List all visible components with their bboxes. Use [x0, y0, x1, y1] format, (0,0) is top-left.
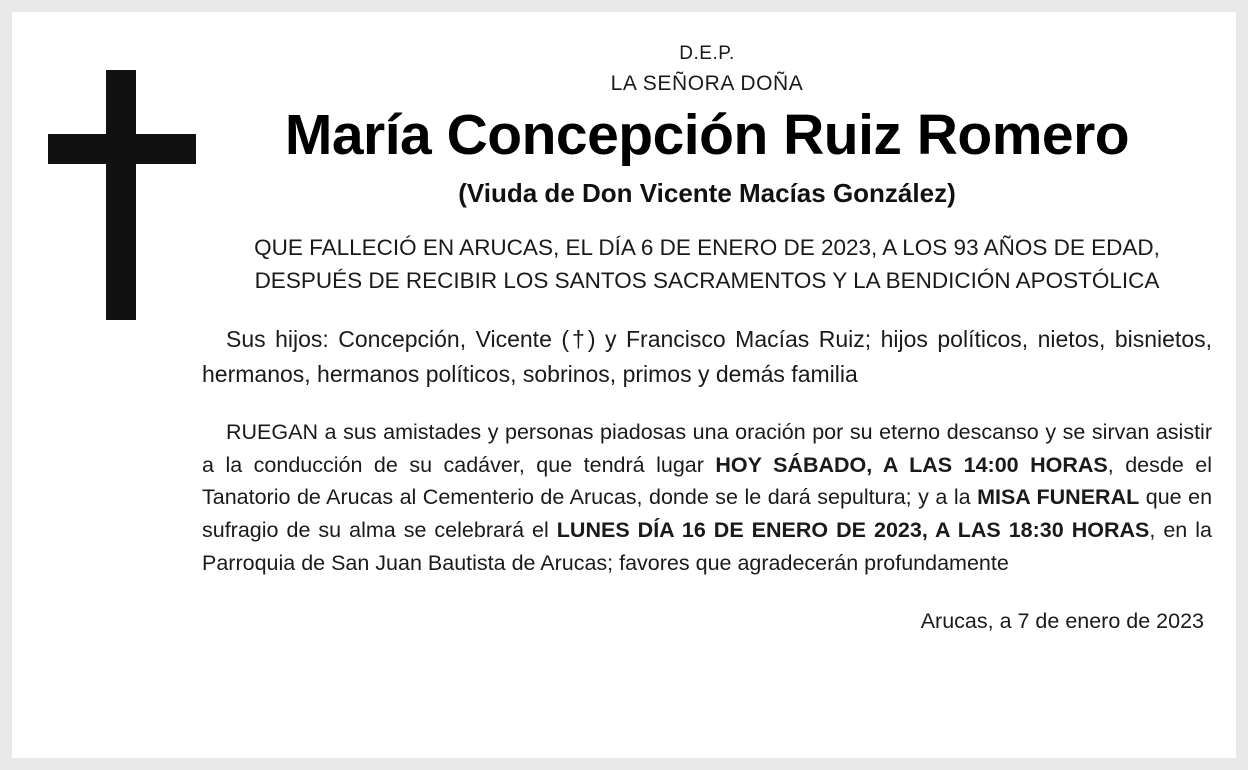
honorific-label: LA SEÑORA DOÑA	[610, 71, 804, 95]
plea-part-2: , desde el Tanatorio de Arucas al Cementerio de Arucas, donde se le dará sepultura; y a la	[202, 452, 1213, 510]
obituary-notice	[12, 12, 1236, 758]
plea-bold-mass-datetime: LUNES DÍA 16 DE ENERO DE 2023, A LAS 18:30 HORAS	[556, 518, 1150, 543]
plea-part-3: que en sufragio de su alma se celebrará el	[202, 485, 1213, 543]
cross-vertical-bar	[106, 70, 136, 320]
widow-of-line: (Viuda de Don Vicente Macías González)	[458, 177, 956, 208]
cross-icon	[34, 40, 194, 320]
deceased-name: María Concepción Ruiz Romero	[284, 102, 1130, 167]
cross-horizontal-bar	[48, 134, 196, 164]
dep-label: D.E.P.	[679, 43, 735, 64]
family-statement: Sus hijos: Concepción, Vicente (†) y Francisco Macías Ruiz; hijos políticos, nietos, bisnietos, hermanos, hermanos políticos, sobrinos, primos y demás familia	[202, 326, 1212, 388]
plea-part-4: , en la Parroquia de San Juan Bautista de Arucas; favores que agradecerán profundamente	[202, 518, 1212, 575]
notice-content	[202, 40, 1212, 634]
plea-bold-conduction-time: HOY SÁBADO, A LAS 14:00 HORAS	[715, 452, 1108, 477]
funeral-plea	[202, 416, 1212, 579]
plea-part-1: RUEGAN a sus amistades y personas piadosas una oración por su eterno descanso y se sirvan asistir a la conducción de su cadáver, que tendrá lugar	[202, 420, 1212, 477]
death-statement: QUE FALLECIÓ EN ARUCAS, EL DÍA 6 DE ENERO DE 2023, A LOS 93 AÑOS DE EDAD, DESPUÉS DE RECIBIR LOS SANTOS SACRAMENTOS Y LA BENDICIÓN APOSTÓLICA	[254, 234, 1160, 294]
plea-bold-misa-funeral: MISA FUNERAL	[977, 485, 1140, 510]
place-and-date: Arucas, a 7 de enero de 2023	[920, 609, 1204, 634]
